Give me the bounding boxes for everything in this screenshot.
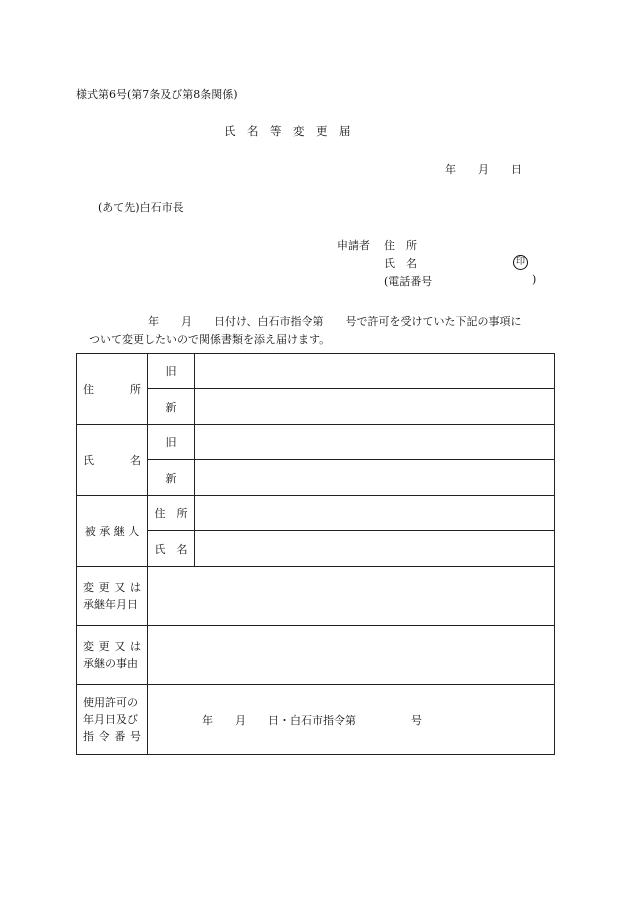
permit-line1: 使用許可の (83, 696, 138, 709)
predecessor-address-field[interactable] (195, 496, 555, 531)
predecessor-name-field[interactable] (195, 531, 555, 567)
change-reason-line2: 承継の事由 (83, 657, 138, 670)
addressee: (あて先)白石市長 (98, 201, 184, 214)
change-date-field[interactable] (148, 567, 555, 626)
permit-value: 年 月 日・白石市指令第 号 (202, 713, 422, 727)
permit-char2: 令 (98, 730, 110, 743)
predecessor-label: 被 承 継 人 (77, 496, 148, 567)
change-reason-char4: は (129, 640, 141, 653)
address-label-char2: 所 (130, 383, 141, 396)
permit-char1: 指 (83, 730, 94, 743)
form-number: 様式第6号(第7条及び第8条関係) (76, 88, 238, 101)
permit-char3: 番 (114, 730, 126, 743)
applicant-phone-close: ) (532, 273, 537, 286)
permit-line2: 年月日及び (83, 713, 138, 726)
body-text-line1: 年 月 日付け、白石市指令第 号で許可を受けていた下記の事項に (148, 315, 522, 328)
change-reason-char1: 変 (83, 640, 94, 653)
change-date-char3: 又 (114, 581, 126, 594)
document-title: 氏 名 等 変 更 届 (224, 124, 351, 138)
address-old-label: 旧 (148, 354, 195, 389)
seal-mark (513, 254, 528, 270)
address-label-cell (77, 354, 148, 425)
address-old-field[interactable] (195, 354, 555, 389)
name-label-char2: 名 (130, 454, 141, 467)
permit-label (77, 685, 148, 755)
address-label-char1: 住 (83, 383, 94, 396)
submission-date: 年 月 日 (445, 163, 522, 176)
name-new-field[interactable] (195, 460, 555, 496)
change-reason-label (77, 626, 148, 685)
address-new-field[interactable] (195, 389, 555, 425)
change-date-char4: は (129, 581, 141, 594)
permit-value-field[interactable] (148, 685, 555, 755)
change-reason-field[interactable] (148, 626, 555, 685)
change-reason-char2: 更 (98, 640, 110, 653)
name-label-char1: 氏 (83, 454, 94, 467)
change-date-char2: 更 (98, 581, 110, 594)
applicant-name-label: 氏 名 (384, 257, 417, 270)
seal-icon: 印 (513, 255, 528, 270)
change-date-char1: 変 (83, 581, 94, 594)
applicant-address-label: 住 所 (384, 239, 417, 252)
name-old-field[interactable] (195, 425, 555, 460)
address-new-label: 新 (148, 389, 195, 425)
change-reason-char3: 又 (114, 640, 126, 653)
applicant-label: 申請者 (337, 239, 370, 252)
change-date-line2: 承継年月日 (83, 598, 138, 611)
change-date-label (77, 567, 148, 626)
body-text-line2: ついて変更したいので関係書類を添え届けます。 (89, 333, 331, 346)
predecessor-address-label: 住 所 (148, 496, 195, 531)
permit-char4: 号 (129, 730, 141, 743)
name-label-cell (77, 425, 148, 496)
predecessor-name-label: 氏 名 (148, 531, 195, 567)
name-old-label: 旧 (148, 425, 195, 460)
applicant-phone-label: (電話番号 (384, 275, 433, 288)
name-new-label: 新 (148, 460, 195, 496)
change-form-table (76, 353, 555, 755)
